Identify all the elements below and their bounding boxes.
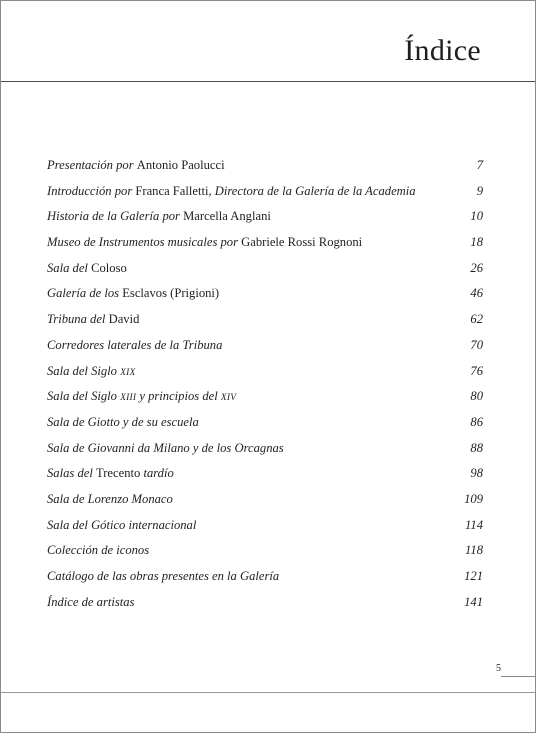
toc-entry-title [47,414,199,430]
toc-entry-page: 88 [470,440,483,455]
toc-entry [47,311,483,337]
toc-entry-page: 80 [470,389,483,404]
toc-entry-page: 109 [464,491,483,506]
page-title: Índice [404,34,481,67]
toc-entry-title-segment: Marcella Anglani [183,209,271,224]
toc-entry-title-segment: tardío [140,466,174,481]
toc-entry-title [47,491,173,507]
toc-entry [47,491,483,517]
page-footer [1,663,535,732]
toc-entry-title [47,285,219,301]
toc-entry-title [47,260,127,276]
toc-entry-title-segment: Franca Falletti [135,183,209,198]
toc-entry-title-segment: Tribuna del [47,312,109,327]
toc-entry-title-segment: Catálogo de las obras presentes en la Galería [47,569,280,583]
toc-entry-title [47,388,236,406]
toc-entry-title-segment: Historia de la Galería por [47,209,184,224]
toc-entry-title-segment: Índice de artistas [47,594,135,609]
toc-entry-page: 18 [470,235,483,250]
toc-entry-title [47,311,139,327]
toc-entry [47,183,483,209]
toc-entry [47,594,483,620]
toc-entry-title [47,440,284,456]
toc-entry [47,465,483,491]
toc-entry-title-segment: XIV [220,393,237,404]
toc-entry-title [47,234,362,250]
toc-entry-title-segment: Corredores laterales de la Tribuna [47,337,223,352]
folio-rule [501,676,535,677]
toc-entry-title-segment: Sala del [47,260,92,275]
toc-entry [47,542,483,568]
toc-entry-title-segment: Sala de Lorenzo Monaco [47,491,173,506]
page-number: 5 [496,663,501,674]
toc-entry-title-segment: Antonio Paolucci [136,158,225,172]
toc-entry-title-segment: Trecento [95,466,141,481]
toc-entry-title-segment: , Directora de la Galería de la Academia [208,183,416,198]
toc-entry-page: 76 [470,363,483,378]
toc-entry-page: 118 [465,543,483,558]
toc-entry [47,363,483,389]
toc-entry [47,440,483,466]
toc-entry-title-segment: Gabriele Rossi Rognoni [241,235,363,250]
toc-entry-page: 10 [470,209,483,224]
toc-entry-title-segment: Sala del Siglo [47,389,121,404]
toc-entry [47,517,483,543]
toc-entry [47,285,483,311]
toc-entry-title-segment: Museo de Instrumentos musicales por [47,235,242,250]
toc-entry-title [47,517,196,533]
toc-entry-page: 70 [470,337,483,352]
toc-entry-title-segment: Sala de Giotto y de su escuela [47,414,199,429]
toc-entry-title-segment: XIX [120,367,136,378]
toc-entry-page: 46 [470,286,483,301]
toc-entry-title-segment: y principios del [136,389,221,404]
toc-entry-title-segment: Sala del Gótico internacional [47,517,197,532]
toc-entry-title [47,337,222,353]
toc-entry-title [47,594,134,610]
toc-entry-title-segment: Colección de iconos [47,543,150,558]
toc-entry [47,337,483,363]
toc-entry-title [47,208,271,224]
toc-entry-page: 86 [470,414,483,429]
toc-entry-title [47,183,416,199]
toc-entry [47,260,483,286]
toc-entry-page: 62 [470,312,483,327]
toc-entry-title [47,363,135,381]
toc-entry-page: 98 [470,466,483,481]
toc-entry-title [47,568,279,584]
toc-entry [47,157,483,183]
toc-entry-title-segment: Presentación por [47,158,137,172]
toc-entry [47,208,483,234]
toc-entry-page: 141 [464,594,483,609]
toc-entry-page: 114 [465,517,483,532]
toc-entry [47,234,483,260]
toc-entry-title-segment: XIII [120,393,137,404]
toc-entry-title-segment: Salas del [47,466,96,481]
toc-entry-title-segment: David [108,312,140,327]
toc-entry [47,568,483,594]
toc-entry-page: 121 [464,569,483,583]
toc-entry-title-segment: Galería de los [47,286,123,301]
table-of-contents [47,157,483,619]
toc-entry-title [47,542,149,558]
toc-entry-page: 7 [476,158,483,172]
toc-entry-title-segment: Sala del Siglo [47,363,121,378]
toc-entry [47,388,483,414]
header-rule [1,81,535,82]
toc-entry-title-segment: Sala de Giovanni da Milano y de los Orcagnas [47,440,284,455]
toc-entry-page: 9 [476,183,483,198]
toc-entry-title-segment: Introducción por [47,183,136,198]
footer-rule [1,692,535,693]
toc-entry [47,414,483,440]
toc-entry-title [47,157,225,173]
toc-entry-title-segment: Esclavos (Prigioni) [122,286,220,301]
toc-entry-title [47,465,174,481]
toc-entry-title-segment: Coloso [91,260,127,275]
toc-entry-page: 26 [470,260,483,275]
page-header [1,1,535,85]
